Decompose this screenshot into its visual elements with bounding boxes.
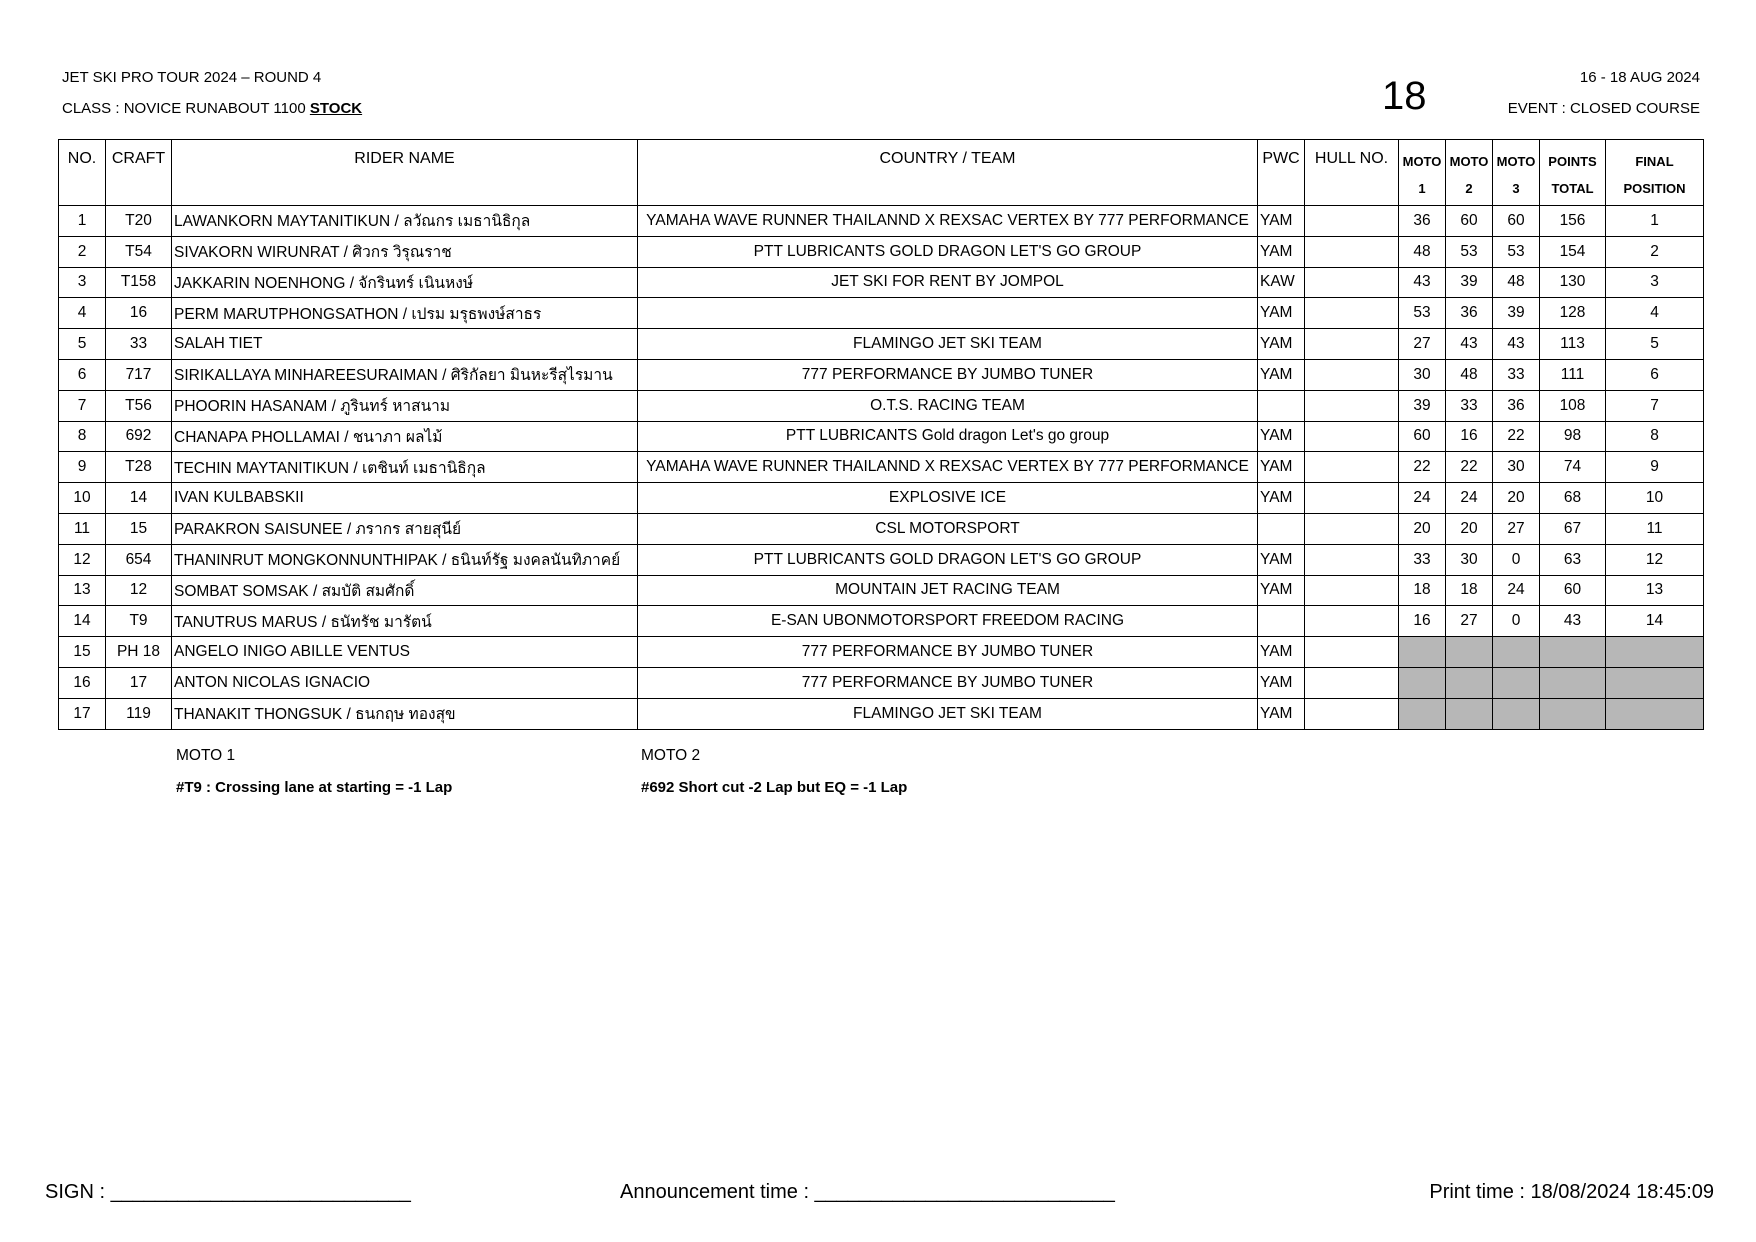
table-row xyxy=(59,359,1704,390)
cell-final-position: 12 xyxy=(1606,544,1704,575)
cell-moto3: 33 xyxy=(1493,359,1540,390)
cell-final-position: 5 xyxy=(1606,329,1704,360)
cell-moto2: 16 xyxy=(1446,421,1493,452)
cell-moto2: 43 xyxy=(1446,329,1493,360)
cell-rider-name: SIRIKALLAYA MINHAREESURAIMAN / ศิริกัลยา มินหะรีสุไรมาน xyxy=(172,359,638,390)
cell-hull-no xyxy=(1305,575,1399,606)
cell-moto1: 39 xyxy=(1399,390,1446,421)
cell-moto2 xyxy=(1446,637,1493,668)
cell-no: 9 xyxy=(59,452,106,483)
cell-country-team: JET SKI FOR RENT BY JOMPOL xyxy=(638,267,1258,298)
cell-pwc: KAW xyxy=(1258,267,1305,298)
cell-no: 14 xyxy=(59,606,106,637)
cell-moto1: 20 xyxy=(1399,513,1446,544)
cell-moto2: 24 xyxy=(1446,483,1493,514)
cell-no: 11 xyxy=(59,513,106,544)
cell-final-position: 11 xyxy=(1606,513,1704,544)
cell-points-total: 63 xyxy=(1540,544,1606,575)
cell-craft: 119 xyxy=(106,698,172,729)
cell-moto3: 24 xyxy=(1493,575,1540,606)
cell-rider-name: SIVAKORN WIRUNRAT / ศิวกร วิรุณราช xyxy=(172,236,638,267)
table-row xyxy=(59,483,1704,514)
col-header-hull: HULL NO. xyxy=(1305,140,1399,206)
cell-rider-name: CHANAPA PHOLLAMAI / ชนาภา ผลไม้ xyxy=(172,421,638,452)
col-header-no: NO. xyxy=(59,140,106,206)
table-row xyxy=(59,206,1704,237)
cell-no: 12 xyxy=(59,544,106,575)
moto1-note-heading: MOTO 1 xyxy=(176,747,236,764)
cell-moto3: 22 xyxy=(1493,421,1540,452)
cell-moto2: 22 xyxy=(1446,452,1493,483)
cell-no: 6 xyxy=(59,359,106,390)
cell-moto3 xyxy=(1493,637,1540,668)
table-row xyxy=(59,421,1704,452)
cell-pwc: YAM xyxy=(1258,329,1305,360)
cell-pwc: YAM xyxy=(1258,698,1305,729)
cell-moto1 xyxy=(1399,698,1446,729)
announcement-time-line: Announcement time : ___________________________ xyxy=(620,1181,1115,1203)
cell-no: 13 xyxy=(59,575,106,606)
cell-moto3: 53 xyxy=(1493,236,1540,267)
cell-moto2 xyxy=(1446,698,1493,729)
cell-no: 1 xyxy=(59,206,106,237)
cell-craft: T158 xyxy=(106,267,172,298)
cell-final-position: 6 xyxy=(1606,359,1704,390)
cell-hull-no xyxy=(1305,329,1399,360)
moto1-note-text: #T9 : Crossing lane at starting = -1 Lap xyxy=(176,779,453,796)
cell-rider-name: PHOORIN HASANAM / ภูรินทร์ หาสนาม xyxy=(172,390,638,421)
cell-moto3: 0 xyxy=(1493,606,1540,637)
cell-moto3: 48 xyxy=(1493,267,1540,298)
cell-moto3: 36 xyxy=(1493,390,1540,421)
cell-hull-no xyxy=(1305,421,1399,452)
cell-no: 2 xyxy=(59,236,106,267)
cell-rider-name: SALAH TIET xyxy=(172,329,638,360)
cell-moto2: 36 xyxy=(1446,298,1493,329)
cell-final-position xyxy=(1606,667,1704,698)
cell-hull-no xyxy=(1305,206,1399,237)
cell-moto3: 30 xyxy=(1493,452,1540,483)
col-header-craft: CRAFT xyxy=(106,140,172,206)
cell-moto1 xyxy=(1399,667,1446,698)
cell-final-position: 2 xyxy=(1606,236,1704,267)
cell-moto2: 60 xyxy=(1446,206,1493,237)
cell-moto2: 39 xyxy=(1446,267,1493,298)
moto2-note-heading: MOTO 2 xyxy=(641,747,701,764)
cell-no: 4 xyxy=(59,298,106,329)
cell-final-position: 7 xyxy=(1606,390,1704,421)
cell-country-team xyxy=(638,298,1258,329)
cell-moto3 xyxy=(1493,698,1540,729)
cell-country-team: PTT LUBRICANTS GOLD DRAGON LET'S GO GROUP xyxy=(638,544,1258,575)
col-header-final-position: FINAL POSITION xyxy=(1606,140,1704,206)
cell-hull-no xyxy=(1305,359,1399,390)
cell-moto2: 53 xyxy=(1446,236,1493,267)
cell-points-total: 98 xyxy=(1540,421,1606,452)
cell-moto1: 22 xyxy=(1399,452,1446,483)
cell-craft: T54 xyxy=(106,236,172,267)
cell-pwc: YAM xyxy=(1258,421,1305,452)
cell-rider-name: SOMBAT SOMSAK / สมบัติ สมศักดิ์ xyxy=(172,575,638,606)
cell-points-total: 108 xyxy=(1540,390,1606,421)
cell-points-total: 67 xyxy=(1540,513,1606,544)
cell-moto1: 48 xyxy=(1399,236,1446,267)
cell-points-total: 43 xyxy=(1540,606,1606,637)
document-title: JET SKI PRO TOUR 2024 – ROUND 4 xyxy=(62,69,322,86)
cell-hull-no xyxy=(1305,483,1399,514)
cell-country-team: 777 PERFORMANCE BY JUMBO TUNER xyxy=(638,637,1258,668)
cell-moto1: 33 xyxy=(1399,544,1446,575)
cell-country-team: YAMAHA WAVE RUNNER THAILANND X REXSAC VERTEX BY 777 PERFORMANCE xyxy=(638,206,1258,237)
cell-points-total: 128 xyxy=(1540,298,1606,329)
cell-points-total xyxy=(1540,637,1606,668)
cell-moto2: 18 xyxy=(1446,575,1493,606)
event-type: EVENT : CLOSED COURSE xyxy=(1507,100,1700,117)
cell-moto3 xyxy=(1493,667,1540,698)
cell-points-total xyxy=(1540,667,1606,698)
cell-hull-no xyxy=(1305,606,1399,637)
col-header-moto3: MOTO 3 xyxy=(1493,140,1540,206)
cell-rider-name: TECHIN MAYTANITIKUN / เตชินท์ เมธานิธิกุล xyxy=(172,452,638,483)
cell-rider-name: TANUTRUS MARUS / ธนัทรัช มารัตน์ xyxy=(172,606,638,637)
cell-pwc: YAM xyxy=(1258,544,1305,575)
cell-country-team: 777 PERFORMANCE BY JUMBO TUNER xyxy=(638,359,1258,390)
sign-line: SIGN : ___________________________ xyxy=(45,1181,411,1203)
cell-no: 5 xyxy=(59,329,106,360)
cell-moto1: 43 xyxy=(1399,267,1446,298)
cell-pwc: YAM xyxy=(1258,575,1305,606)
cell-no: 15 xyxy=(59,637,106,668)
cell-pwc: YAM xyxy=(1258,298,1305,329)
col-header-pwc: PWC xyxy=(1258,140,1305,206)
cell-country-team: O.T.S. RACING TEAM xyxy=(638,390,1258,421)
cell-pwc: YAM xyxy=(1258,483,1305,514)
print-time: Print time : 18/08/2024 18:45:09 xyxy=(1429,1181,1714,1203)
cell-moto3: 0 xyxy=(1493,544,1540,575)
event-date: 16 - 18 AUG 2024 xyxy=(1579,69,1700,86)
cell-craft: PH 18 xyxy=(106,637,172,668)
cell-moto3: 20 xyxy=(1493,483,1540,514)
cell-moto2: 33 xyxy=(1446,390,1493,421)
cell-rider-name: IVAN KULBABSKII xyxy=(172,483,638,514)
table-row xyxy=(59,298,1704,329)
cell-moto3: 39 xyxy=(1493,298,1540,329)
table-row xyxy=(59,390,1704,421)
cell-points-total: 156 xyxy=(1540,206,1606,237)
cell-no: 8 xyxy=(59,421,106,452)
col-header-moto1: MOTO 1 xyxy=(1399,140,1446,206)
cell-final-position: 8 xyxy=(1606,421,1704,452)
cell-craft: 14 xyxy=(106,483,172,514)
table-row xyxy=(59,267,1704,298)
cell-pwc: YAM xyxy=(1258,637,1305,668)
cell-pwc: YAM xyxy=(1258,667,1305,698)
results-table xyxy=(58,139,1704,730)
class-label xyxy=(62,100,362,117)
cell-hull-no xyxy=(1305,667,1399,698)
cell-country-team: MOUNTAIN JET RACING TEAM xyxy=(638,575,1258,606)
table-row xyxy=(59,575,1704,606)
cell-moto2: 48 xyxy=(1446,359,1493,390)
cell-country-team: PTT LUBRICANTS Gold dragon Let's go group xyxy=(638,421,1258,452)
cell-points-total: 60 xyxy=(1540,575,1606,606)
cell-final-position: 13 xyxy=(1606,575,1704,606)
cell-rider-name: THANAKIT THONGSUK / ธนกฤษ ทองสุข xyxy=(172,698,638,729)
cell-country-team: EXPLOSIVE ICE xyxy=(638,483,1258,514)
moto2-note-text: #692 Short cut -2 Lap but EQ = -1 Lap xyxy=(641,779,908,796)
cell-moto1: 27 xyxy=(1399,329,1446,360)
cell-pwc: YAM xyxy=(1258,452,1305,483)
cell-craft: 33 xyxy=(106,329,172,360)
class-stock: STOCK xyxy=(309,100,363,117)
cell-pwc xyxy=(1258,606,1305,637)
cell-moto3: 43 xyxy=(1493,329,1540,360)
cell-final-position xyxy=(1606,637,1704,668)
cell-country-team: E-SAN UBONMOTORSPORT FREEDOM RACING xyxy=(638,606,1258,637)
cell-pwc: YAM xyxy=(1258,359,1305,390)
cell-no: 10 xyxy=(59,483,106,514)
cell-pwc: YAM xyxy=(1258,206,1305,237)
cell-hull-no xyxy=(1305,452,1399,483)
cell-no: 17 xyxy=(59,698,106,729)
cell-rider-name: JAKKARIN NOENHONG / จักรินทร์ เนินหงษ์ xyxy=(172,267,638,298)
cell-hull-no xyxy=(1305,390,1399,421)
cell-moto2: 30 xyxy=(1446,544,1493,575)
cell-moto1: 53 xyxy=(1399,298,1446,329)
cell-moto2 xyxy=(1446,667,1493,698)
table-row xyxy=(59,513,1704,544)
cell-craft: 16 xyxy=(106,298,172,329)
cell-rider-name: PARAKRON SAISUNEE / ภรากร สายสุนีย์ xyxy=(172,513,638,544)
cell-points-total: 113 xyxy=(1540,329,1606,360)
table-row xyxy=(59,606,1704,637)
cell-country-team: CSL MOTORSPORT xyxy=(638,513,1258,544)
cell-points-total: 74 xyxy=(1540,452,1606,483)
col-header-points-total: POINTS TOTAL xyxy=(1540,140,1606,206)
table-row xyxy=(59,667,1704,698)
cell-moto1 xyxy=(1399,637,1446,668)
cell-hull-no xyxy=(1305,298,1399,329)
cell-points-total: 68 xyxy=(1540,483,1606,514)
table-header-row xyxy=(59,140,1704,206)
cell-craft: 654 xyxy=(106,544,172,575)
cell-points-total xyxy=(1540,698,1606,729)
cell-moto2: 27 xyxy=(1446,606,1493,637)
cell-pwc xyxy=(1258,390,1305,421)
cell-craft: T28 xyxy=(106,452,172,483)
cell-no: 16 xyxy=(59,667,106,698)
class-name: CLASS : NOVICE RUNABOUT 1100 xyxy=(62,100,306,117)
cell-points-total: 154 xyxy=(1540,236,1606,267)
cell-moto2: 20 xyxy=(1446,513,1493,544)
cell-rider-name: ANTON NICOLAS IGNACIO xyxy=(172,667,638,698)
col-header-moto2: MOTO 2 xyxy=(1446,140,1493,206)
cell-craft: T56 xyxy=(106,390,172,421)
table-row xyxy=(59,236,1704,267)
cell-country-team: YAMAHA WAVE RUNNER THAILANND X REXSAC VERTEX BY 777 PERFORMANCE xyxy=(638,452,1258,483)
cell-rider-name: LAWANKORN MAYTANITIKUN / ลวัณกร เมธานิธิกุล xyxy=(172,206,638,237)
cell-craft: T20 xyxy=(106,206,172,237)
cell-final-position: 10 xyxy=(1606,483,1704,514)
cell-hull-no xyxy=(1305,698,1399,729)
cell-no: 7 xyxy=(59,390,106,421)
cell-no: 3 xyxy=(59,267,106,298)
cell-country-team: FLAMINGO JET SKI TEAM xyxy=(638,329,1258,360)
cell-craft: 17 xyxy=(106,667,172,698)
cell-craft: 692 xyxy=(106,421,172,452)
cell-craft: 717 xyxy=(106,359,172,390)
cell-country-team: PTT LUBRICANTS GOLD DRAGON LET'S GO GROUP xyxy=(638,236,1258,267)
table-row xyxy=(59,637,1704,668)
table-row xyxy=(59,698,1704,729)
cell-moto1: 16 xyxy=(1399,606,1446,637)
cell-moto3: 60 xyxy=(1493,206,1540,237)
col-header-rider: RIDER NAME xyxy=(172,140,638,206)
cell-hull-no xyxy=(1305,637,1399,668)
cell-moto3: 27 xyxy=(1493,513,1540,544)
cell-craft: T9 xyxy=(106,606,172,637)
table-row xyxy=(59,544,1704,575)
cell-rider-name: ANGELO INIGO ABILLE VENTUS xyxy=(172,637,638,668)
cell-pwc: YAM xyxy=(1258,236,1305,267)
cell-moto1: 36 xyxy=(1399,206,1446,237)
cell-hull-no xyxy=(1305,236,1399,267)
cell-country-team: FLAMINGO JET SKI TEAM xyxy=(638,698,1258,729)
cell-craft: 15 xyxy=(106,513,172,544)
cell-final-position: 1 xyxy=(1606,206,1704,237)
table-row xyxy=(59,329,1704,360)
cell-points-total: 111 xyxy=(1540,359,1606,390)
cell-final-position: 3 xyxy=(1606,267,1704,298)
cell-moto1: 30 xyxy=(1399,359,1446,390)
table-row xyxy=(59,452,1704,483)
cell-hull-no xyxy=(1305,267,1399,298)
cell-points-total: 130 xyxy=(1540,267,1606,298)
cell-final-position: 9 xyxy=(1606,452,1704,483)
cell-final-position: 14 xyxy=(1606,606,1704,637)
cell-rider-name: THANINRUT MONGKONNUNTHIPAK / ธนินท์รัฐ มงคลนันทิภาคย์ xyxy=(172,544,638,575)
cell-final-position: 4 xyxy=(1606,298,1704,329)
cell-moto1: 18 xyxy=(1399,575,1446,606)
cell-hull-no xyxy=(1305,544,1399,575)
cell-country-team: 777 PERFORMANCE BY JUMBO TUNER xyxy=(638,667,1258,698)
cell-final-position xyxy=(1606,698,1704,729)
col-header-team: COUNTRY / TEAM xyxy=(638,140,1258,206)
cell-rider-name: PERM MARUTPHONGSATHON / เปรม มรุธพงษ์สาธร xyxy=(172,298,638,329)
cell-moto1: 60 xyxy=(1399,421,1446,452)
cell-moto1: 24 xyxy=(1399,483,1446,514)
cell-hull-no xyxy=(1305,513,1399,544)
cell-pwc xyxy=(1258,513,1305,544)
page-number: 18 xyxy=(1382,74,1427,118)
cell-craft: 12 xyxy=(106,575,172,606)
